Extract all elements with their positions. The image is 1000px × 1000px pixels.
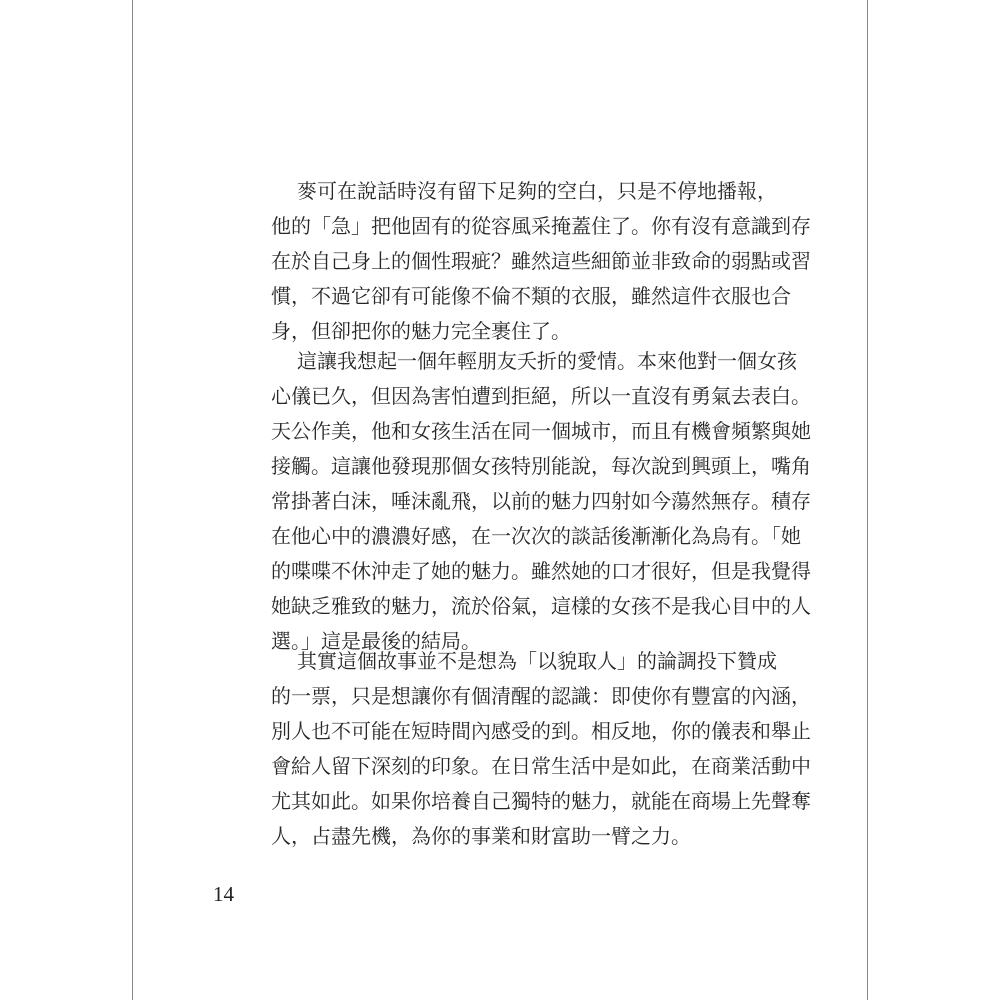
text-line: 會給人留下深刻的印象。在日常生活中是如此，在商業活動中 xyxy=(271,754,811,778)
text-line: 這讓我想起一個年輕朋友夭折的愛情。本來他對一個女孩 xyxy=(297,349,797,373)
text-line: 身，但卻把你的魅力完全裹住了。 xyxy=(271,319,571,343)
text-line: 接觸。這讓他發現那個女孩特別能說，每次說到興頭上，嘴角 xyxy=(271,454,811,478)
paragraph-2 xyxy=(271,344,811,659)
text-line: 人，占盡先機，為你的事業和財富助一臂之力。 xyxy=(271,824,691,848)
text-line: 在他心中的濃濃好感，在一次次的談話後漸漸化為烏有。「她 xyxy=(271,524,801,548)
text-line: 慣，不過它卻有可能像不倫不類的衣服，雖然這件衣服也合 xyxy=(271,284,791,308)
text-line: 其實這個故事並不是想為「以貌取人」的論調投下贊成 xyxy=(297,649,777,673)
page-number: 14 xyxy=(213,882,234,906)
text-line: 的喋喋不休沖走了她的魅力。雖然她的口才很好，但是我覺得 xyxy=(271,559,811,583)
text-line: 尤其如此。如果你培養自己獨特的魅力，就能在商場上先聲奪 xyxy=(271,789,811,813)
text-line: 天公作美，他和女孩生活在同一個城市，而且有機會頻繁與她 xyxy=(271,419,811,443)
paragraph-1 xyxy=(271,174,811,349)
paragraph-3 xyxy=(271,644,811,854)
text-line: 常掛著白沫，唾沫亂飛，以前的魅力四射如今蕩然無存。積存 xyxy=(271,489,811,513)
text-line: 她缺乏雅致的魅力，流於俗氣，這樣的女孩不是我心目中的人 xyxy=(271,594,811,618)
text-line: 心儀已久，但因為害怕遭到拒絕，所以一直沒有勇氣去表白。 xyxy=(271,384,811,408)
text-line: 別人也不可能在短時間內感受的到。相反地，你的儀表和舉止 xyxy=(271,719,811,743)
text-line: 他的「急」把他固有的從容風采掩蓋住了。你有沒有意識到存 xyxy=(271,214,811,238)
text-line: 在於自己身上的個性瑕疵？雖然這些細節並非致命的弱點或習 xyxy=(271,249,811,273)
book-page xyxy=(132,0,868,1000)
text-line: 麥可在說話時沒有留下足夠的空白，只是不停地播報， xyxy=(297,179,777,203)
text-line: 的一票，只是想讓你有個清醒的認識：即使你有豐富的內涵， xyxy=(271,684,811,708)
text-line: 選。」這是最後的結局。 xyxy=(271,629,481,653)
